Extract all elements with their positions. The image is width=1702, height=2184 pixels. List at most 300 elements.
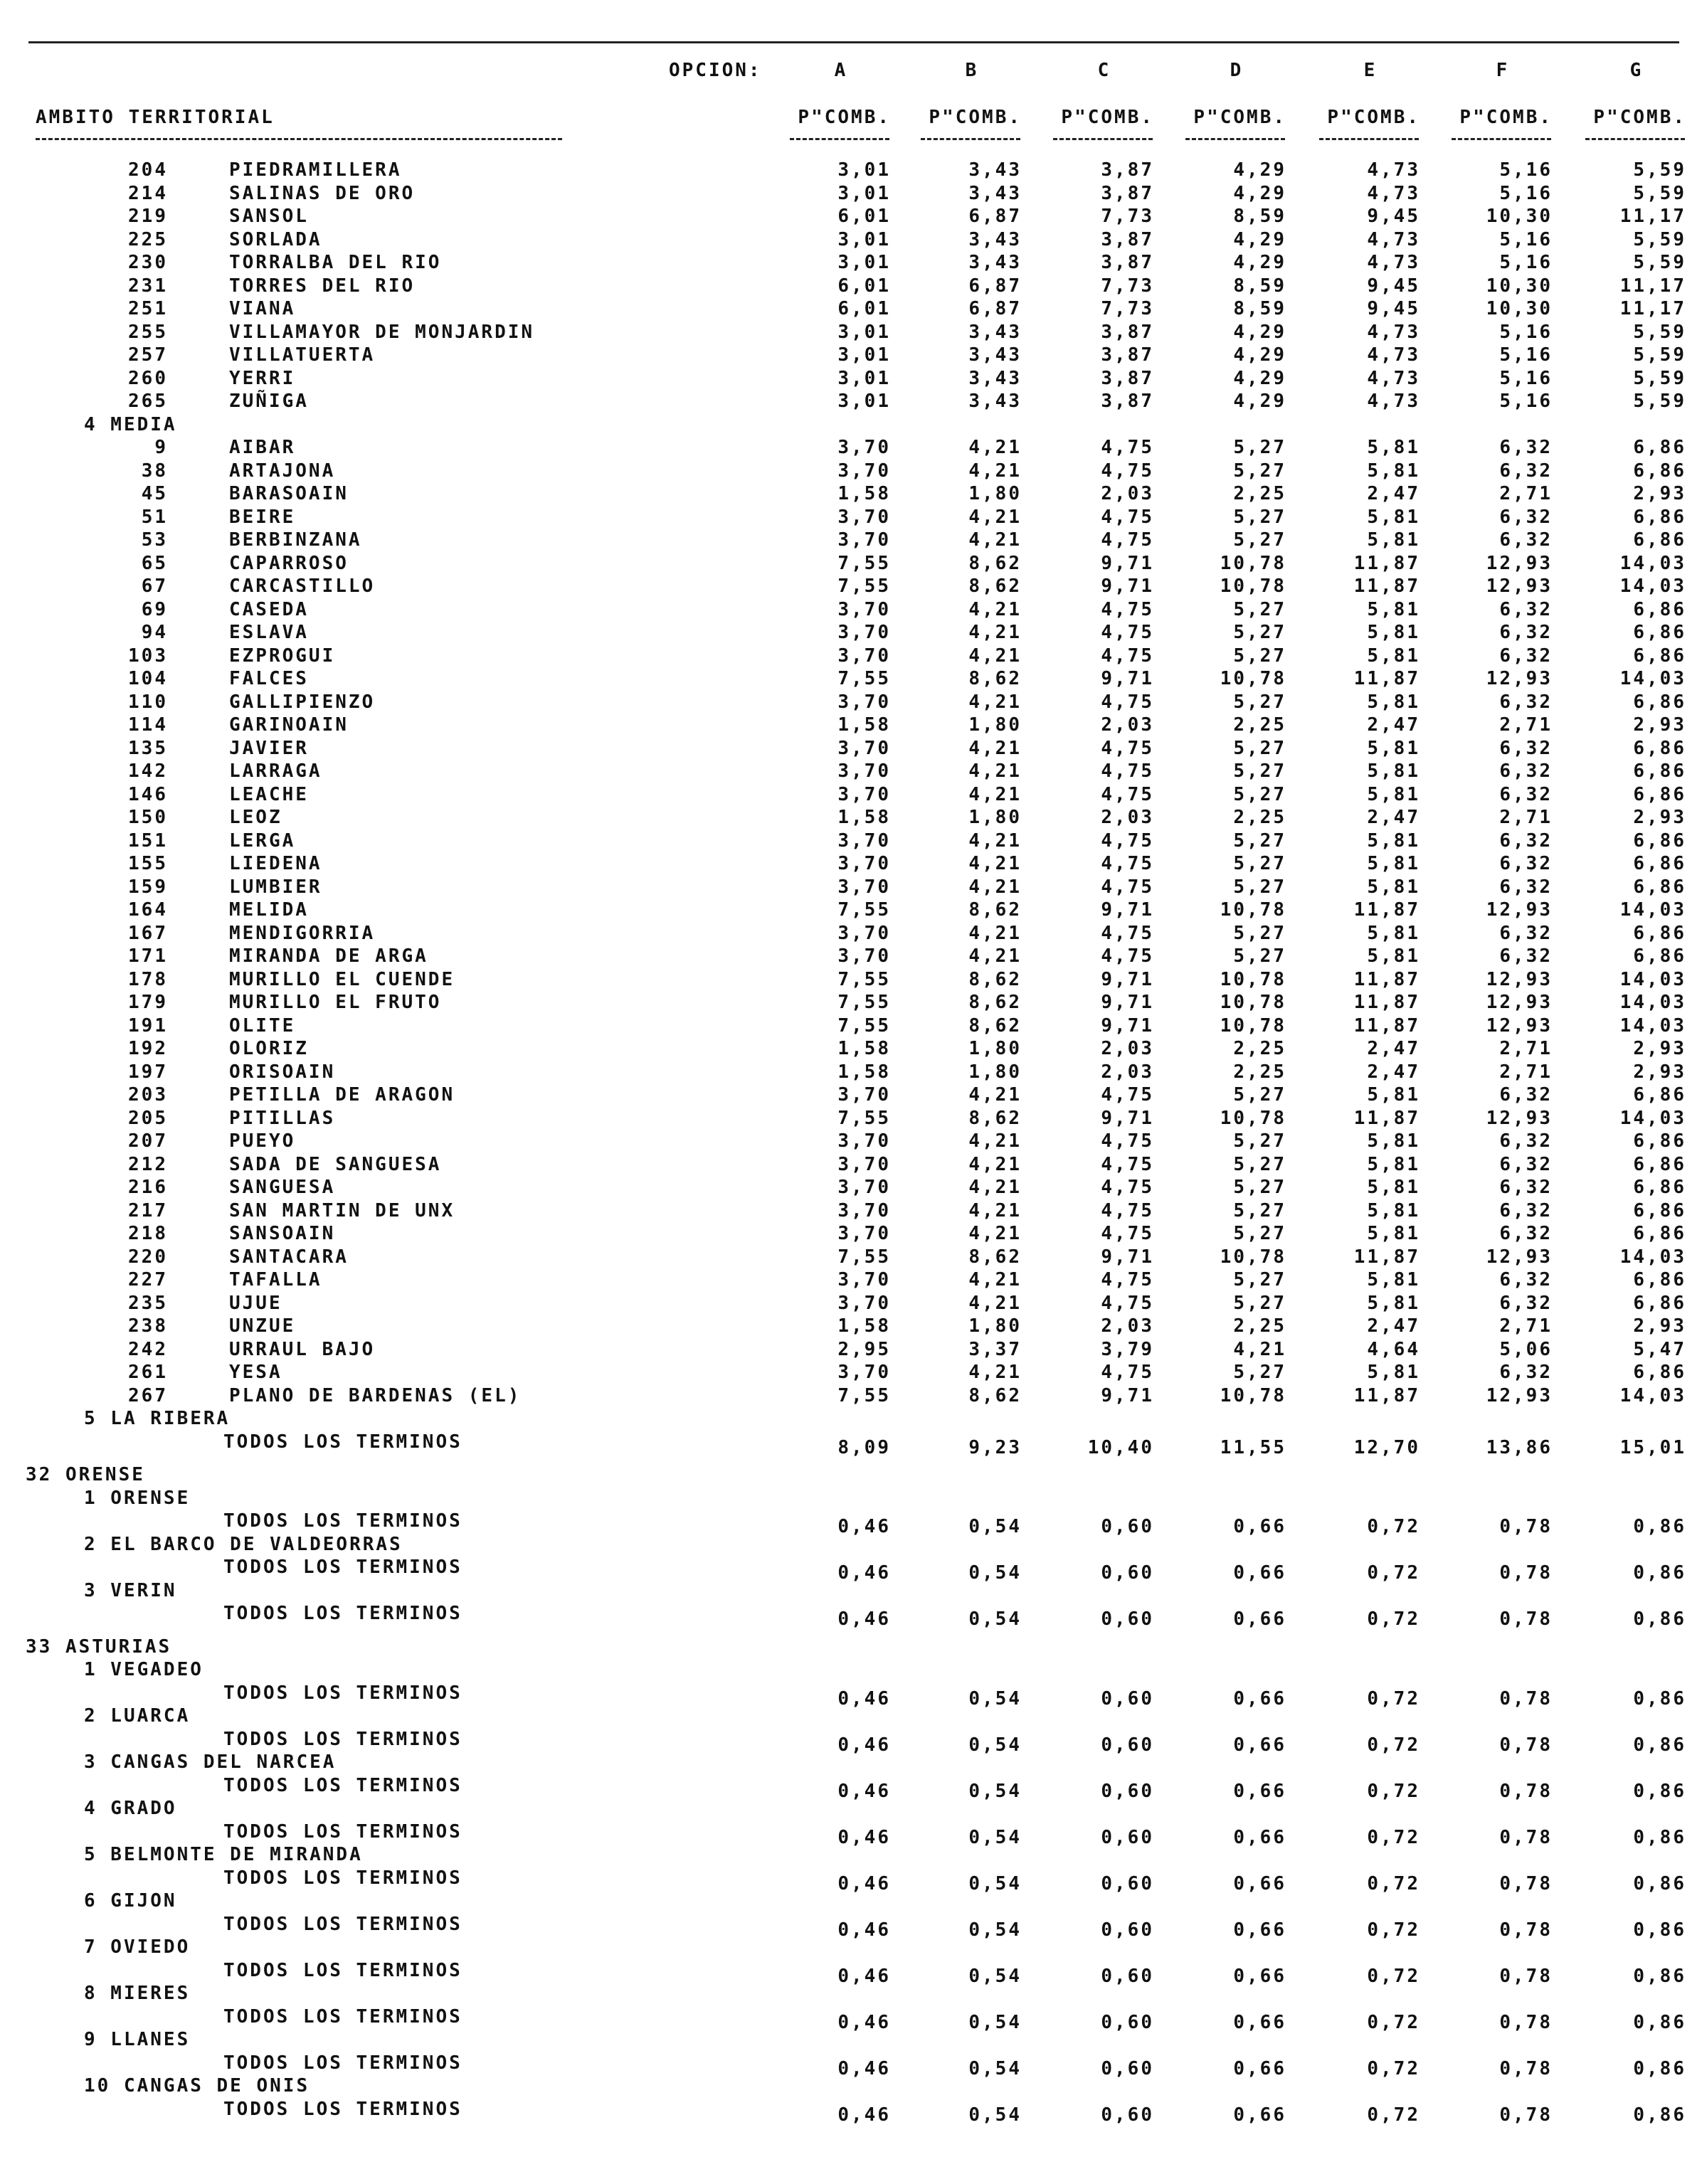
premium-value-f: 5,16 xyxy=(1499,344,1553,366)
premium-value-c: 7,73 xyxy=(1101,275,1154,297)
municipality-code: 227 xyxy=(128,1269,168,1290)
premium-value-d: 10,78 xyxy=(1220,968,1286,990)
premium-value-d: 10,78 xyxy=(1220,1014,1286,1037)
premium-value-a: 0,46 xyxy=(837,1562,891,1584)
premium-value-a: 0,46 xyxy=(837,1780,891,1802)
premium-value-b: 4,21 xyxy=(968,876,1022,898)
premium-value-b: 4,21 xyxy=(968,1153,1022,1175)
premium-value-f: 5,16 xyxy=(1499,391,1553,412)
municipality-name: PITILLAS xyxy=(229,1107,336,1129)
premium-value-b: 4,21 xyxy=(968,829,1022,852)
premium-value-a: 7,55 xyxy=(837,552,891,574)
premium-value-d: 10,78 xyxy=(1220,1246,1286,1268)
premium-value-e: 5,81 xyxy=(1367,1177,1420,1198)
premium-value-e: 5,81 xyxy=(1367,1269,1420,1290)
premium-value-d: 5,27 xyxy=(1233,506,1286,528)
municipality-code: 142 xyxy=(128,760,168,782)
premium-value-e: 11,87 xyxy=(1353,1384,1420,1406)
premium-value-c: 7,73 xyxy=(1101,206,1154,227)
premium-value-b: 8,62 xyxy=(968,992,1022,1013)
premium-value-e: 4,73 xyxy=(1367,344,1420,366)
municipality-name: SANTACARA xyxy=(229,1246,349,1268)
premium-value-g: 5,59 xyxy=(1633,321,1686,343)
municipality-name: LARRAGA xyxy=(229,760,322,782)
municipality-name: MURILLO EL CUENDE xyxy=(229,968,455,990)
premium-value-b: 3,43 xyxy=(968,159,1022,181)
premium-value-b: 4,21 xyxy=(968,645,1022,667)
all-terms-label: TODOS LOS TERMINOS xyxy=(223,1867,462,1889)
municipality-name: LEOZ xyxy=(229,807,282,828)
premium-value-f: 6,32 xyxy=(1499,1130,1553,1152)
all-terms-label: TODOS LOS TERMINOS xyxy=(223,1913,462,1935)
premium-value-d: 4,29 xyxy=(1233,321,1286,343)
premium-value-d: 0,66 xyxy=(1233,1687,1286,1709)
premium-value-f: 6,32 xyxy=(1499,598,1553,620)
premium-value-d: 4,29 xyxy=(1233,344,1286,366)
premium-value-e: 4,73 xyxy=(1367,159,1420,181)
premium-value-d: 10,78 xyxy=(1220,668,1286,689)
premium-value-a: 1,58 xyxy=(837,807,891,828)
premium-value-f: 5,16 xyxy=(1499,228,1553,250)
municipality-name: YESA xyxy=(229,1362,282,1383)
municipality-name: UJUE xyxy=(229,1292,282,1314)
premium-value-c: 10,40 xyxy=(1087,1436,1154,1458)
premium-value-c: 4,75 xyxy=(1101,1153,1154,1175)
municipality-code: 207 xyxy=(128,1130,168,1152)
premium-value-a: 0,46 xyxy=(837,1919,891,1941)
municipality-name: TORRALBA DEL RIO xyxy=(229,252,442,273)
premium-value-e: 9,45 xyxy=(1367,206,1420,227)
premium-value-b: 4,21 xyxy=(968,460,1022,482)
premium-value-e: 5,81 xyxy=(1367,829,1420,852)
premium-value-c: 4,75 xyxy=(1101,1130,1154,1152)
premium-value-g: 0,86 xyxy=(1633,2011,1686,2033)
pcomb-underline xyxy=(1053,138,1153,140)
premium-value-c: 0,60 xyxy=(1101,1516,1154,1537)
premium-value-f: 6,32 xyxy=(1499,1199,1553,1221)
premium-value-g: 6,86 xyxy=(1633,645,1686,667)
premium-value-c: 4,75 xyxy=(1101,1292,1154,1314)
premium-value-g: 5,59 xyxy=(1633,182,1686,204)
municipality-code: 179 xyxy=(128,992,168,1013)
premium-value-c: 2,03 xyxy=(1101,1315,1154,1337)
premium-value-b: 4,21 xyxy=(968,529,1022,551)
premium-value-a: 2,95 xyxy=(837,1338,891,1360)
premium-value-a: 3,70 xyxy=(837,529,891,551)
premium-value-b: 4,21 xyxy=(968,691,1022,713)
premium-value-b: 4,21 xyxy=(968,1269,1022,1290)
premium-value-f: 10,30 xyxy=(1486,298,1553,319)
premium-value-e: 9,45 xyxy=(1367,275,1420,297)
premium-value-g: 6,86 xyxy=(1633,437,1686,458)
municipality-code: 45 xyxy=(141,483,168,504)
premium-value-g: 11,17 xyxy=(1619,206,1686,227)
municipality-name: ZUÑIGA xyxy=(229,391,309,412)
municipality-name: MELIDA xyxy=(229,899,309,921)
premium-value-f: 12,93 xyxy=(1486,552,1553,574)
premium-value-d: 5,27 xyxy=(1233,760,1286,782)
premium-value-a: 3,70 xyxy=(837,622,891,643)
premium-value-f: 6,32 xyxy=(1499,1223,1553,1244)
premium-value-e: 11,87 xyxy=(1353,968,1420,990)
municipality-name: PLANO DE BARDENAS (EL) xyxy=(229,1384,522,1406)
pcomb-underline xyxy=(790,138,889,140)
premium-value-e: 11,87 xyxy=(1353,1014,1420,1037)
premium-value-g: 6,86 xyxy=(1633,1223,1686,1244)
premium-value-a: 0,46 xyxy=(837,1734,891,1756)
premium-value-c: 4,75 xyxy=(1101,1177,1154,1198)
premium-value-e: 0,72 xyxy=(1367,1516,1420,1537)
municipality-name: VILLAMAYOR DE MONJARDIN xyxy=(229,321,535,343)
premium-value-d: 0,66 xyxy=(1233,1965,1286,1987)
premium-value-b: 0,54 xyxy=(968,2104,1022,2126)
municipality-name: PUEYO xyxy=(229,1130,296,1152)
premium-value-g: 14,03 xyxy=(1619,899,1686,921)
premium-value-b: 4,21 xyxy=(968,622,1022,643)
premium-value-f: 6,32 xyxy=(1499,645,1553,667)
premium-value-b: 4,21 xyxy=(968,1292,1022,1314)
premium-value-e: 9,45 xyxy=(1367,298,1420,319)
comarca-heading: 4 MEDIA xyxy=(84,413,177,435)
premium-value-e: 4,73 xyxy=(1367,367,1420,389)
premium-value-g: 11,17 xyxy=(1619,275,1686,297)
municipality-name: YERRI xyxy=(229,367,296,389)
premium-value-b: 3,43 xyxy=(968,252,1022,273)
municipality-name: BEIRE xyxy=(229,506,296,528)
premium-value-c: 4,75 xyxy=(1101,737,1154,759)
municipality-name: URRAUL BAJO xyxy=(229,1338,376,1360)
premium-value-g: 6,86 xyxy=(1633,529,1686,551)
premium-value-d: 5,27 xyxy=(1233,945,1286,967)
premium-value-g: 14,03 xyxy=(1619,552,1686,574)
premium-value-d: 8,59 xyxy=(1233,275,1286,297)
municipality-code: 192 xyxy=(128,1038,168,1059)
premium-value-f: 0,78 xyxy=(1499,1608,1553,1630)
comarca-heading: 2 EL BARCO DE VALDEORRAS xyxy=(84,1533,403,1555)
municipality-code: 150 xyxy=(128,807,168,828)
municipality-name: VILLATUERTA xyxy=(229,344,376,366)
municipality-code: 114 xyxy=(128,714,168,736)
municipality-name: MURILLO EL FRUTO xyxy=(229,992,442,1013)
municipality-code: 146 xyxy=(128,783,168,805)
premium-value-c: 0,60 xyxy=(1101,1734,1154,1756)
premium-value-b: 8,62 xyxy=(968,668,1022,689)
premium-value-e: 5,81 xyxy=(1367,1292,1420,1314)
municipality-code: 197 xyxy=(128,1061,168,1083)
premium-value-a: 3,70 xyxy=(837,829,891,852)
premium-value-e: 4,73 xyxy=(1367,228,1420,250)
premium-value-a: 3,70 xyxy=(837,1130,891,1152)
premium-value-b: 4,21 xyxy=(968,945,1022,967)
premium-value-b: 0,54 xyxy=(968,2057,1022,2079)
premium-value-g: 5,59 xyxy=(1633,367,1686,389)
municipality-name: BERBINZANA xyxy=(229,529,362,551)
premium-value-b: 8,62 xyxy=(968,1014,1022,1037)
premium-value-b: 3,43 xyxy=(968,321,1022,343)
premium-value-d: 5,27 xyxy=(1233,737,1286,759)
premium-value-b: 1,80 xyxy=(968,483,1022,504)
premium-value-c: 0,60 xyxy=(1101,1562,1154,1584)
municipality-code: 251 xyxy=(128,298,168,319)
premium-value-d: 5,27 xyxy=(1233,1269,1286,1290)
premium-value-a: 7,55 xyxy=(837,899,891,921)
premium-value-e: 2,47 xyxy=(1367,483,1420,504)
premium-value-c: 9,71 xyxy=(1101,552,1154,574)
comarca-heading: 6 GIJON xyxy=(84,1890,177,1912)
municipality-code: 104 xyxy=(128,668,168,689)
premium-value-e: 5,81 xyxy=(1367,598,1420,620)
premium-value-a: 3,70 xyxy=(837,783,891,805)
premium-value-e: 0,72 xyxy=(1367,1780,1420,1802)
premium-value-g: 0,86 xyxy=(1633,1562,1686,1584)
premium-value-e: 5,81 xyxy=(1367,460,1420,482)
premium-value-g: 14,03 xyxy=(1619,1384,1686,1406)
premium-value-e: 5,81 xyxy=(1367,760,1420,782)
municipality-name: TAFALLA xyxy=(229,1269,322,1290)
premium-value-e: 5,81 xyxy=(1367,529,1420,551)
premium-value-c: 0,60 xyxy=(1101,2104,1154,2126)
premium-value-b: 1,80 xyxy=(968,807,1022,828)
premium-value-d: 2,25 xyxy=(1233,483,1286,504)
premium-value-a: 6,01 xyxy=(837,298,891,319)
premium-value-g: 5,47 xyxy=(1633,1338,1686,1360)
premium-value-e: 2,47 xyxy=(1367,714,1420,736)
premium-value-e: 11,87 xyxy=(1353,1246,1420,1268)
premium-value-d: 4,29 xyxy=(1233,367,1286,389)
premium-value-b: 3,37 xyxy=(968,1338,1022,1360)
ambito-territorial-label: AMBITO TERRITORIAL xyxy=(36,107,275,128)
premium-value-d: 10,78 xyxy=(1220,576,1286,597)
premium-value-f: 6,32 xyxy=(1499,460,1553,482)
premium-value-d: 5,27 xyxy=(1233,1223,1286,1244)
premium-value-g: 5,59 xyxy=(1633,159,1686,181)
premium-value-f: 2,71 xyxy=(1499,1038,1553,1059)
premium-value-f: 2,71 xyxy=(1499,1061,1553,1083)
premium-value-a: 3,70 xyxy=(837,1177,891,1198)
premium-value-d: 2,25 xyxy=(1233,714,1286,736)
premium-value-f: 0,78 xyxy=(1499,2104,1553,2126)
premium-value-f: 6,32 xyxy=(1499,760,1553,782)
municipality-name: MENDIGORRIA xyxy=(229,922,376,944)
premium-value-e: 5,81 xyxy=(1367,1153,1420,1175)
premium-value-g: 2,93 xyxy=(1633,483,1686,504)
premium-value-c: 2,03 xyxy=(1101,714,1154,736)
premium-value-a: 1,58 xyxy=(837,1315,891,1337)
premium-value-d: 0,66 xyxy=(1233,1734,1286,1756)
municipality-name: SAN MARTIN DE UNX xyxy=(229,1199,455,1221)
premium-value-f: 5,16 xyxy=(1499,321,1553,343)
premium-value-d: 10,78 xyxy=(1220,899,1286,921)
premium-value-g: 0,86 xyxy=(1633,1826,1686,1848)
premium-value-g: 6,86 xyxy=(1633,760,1686,782)
premium-value-a: 3,70 xyxy=(837,1153,891,1175)
municipality-code: 159 xyxy=(128,876,168,898)
premium-value-e: 11,87 xyxy=(1353,668,1420,689)
premium-value-g: 2,93 xyxy=(1633,1315,1686,1337)
premium-value-g: 2,93 xyxy=(1633,714,1686,736)
premium-value-d: 10,78 xyxy=(1220,1384,1286,1406)
premium-value-f: 12,93 xyxy=(1486,1384,1553,1406)
municipality-code: 212 xyxy=(128,1153,168,1175)
premium-value-a: 3,01 xyxy=(837,344,891,366)
premium-value-a: 3,70 xyxy=(837,1362,891,1383)
municipality-code: 225 xyxy=(128,228,168,250)
premium-value-b: 0,54 xyxy=(968,1826,1022,1848)
municipality-name: BARASOAIN xyxy=(229,483,349,504)
top-rule xyxy=(28,41,1679,43)
municipality-code: 51 xyxy=(141,506,168,528)
premium-value-e: 2,47 xyxy=(1367,807,1420,828)
premium-value-a: 7,55 xyxy=(837,576,891,597)
premium-value-e: 5,81 xyxy=(1367,737,1420,759)
premium-value-e: 0,72 xyxy=(1367,1562,1420,1584)
municipality-name: ESLAVA xyxy=(229,622,309,643)
municipality-name: MIRANDA DE ARGA xyxy=(229,945,428,967)
option-header-a: A xyxy=(834,60,848,81)
premium-value-c: 3,87 xyxy=(1101,159,1154,181)
municipality-code: 204 xyxy=(128,159,168,181)
all-terms-label: TODOS LOS TERMINOS xyxy=(223,1959,462,1981)
premium-value-c: 2,03 xyxy=(1101,483,1154,504)
comarca-heading: 5 LA RIBERA xyxy=(84,1408,231,1429)
premium-value-g: 0,86 xyxy=(1633,1872,1686,1894)
option-header-g: G xyxy=(1629,60,1644,81)
municipality-code: 267 xyxy=(128,1384,168,1406)
premium-value-f: 0,78 xyxy=(1499,1965,1553,1987)
premium-value-g: 5,59 xyxy=(1633,228,1686,250)
premium-value-g: 6,86 xyxy=(1633,737,1686,759)
premium-value-f: 0,78 xyxy=(1499,1826,1553,1848)
premium-value-a: 3,01 xyxy=(837,159,891,181)
premium-value-d: 5,27 xyxy=(1233,1177,1286,1198)
premium-value-d: 0,66 xyxy=(1233,1608,1286,1630)
comarca-heading: 5 BELMONTE DE MIRANDA xyxy=(84,1844,363,1865)
premium-value-b: 8,62 xyxy=(968,899,1022,921)
premium-value-g: 14,03 xyxy=(1619,1246,1686,1268)
municipality-code: 265 xyxy=(128,391,168,412)
premium-value-d: 4,29 xyxy=(1233,159,1286,181)
premium-value-e: 4,73 xyxy=(1367,252,1420,273)
premium-value-a: 0,46 xyxy=(837,2057,891,2079)
premium-value-a: 0,46 xyxy=(837,2104,891,2126)
premium-value-e: 5,81 xyxy=(1367,1223,1420,1244)
municipality-name: VIANA xyxy=(229,298,296,319)
premium-value-a: 0,46 xyxy=(837,1872,891,1894)
premium-value-g: 6,86 xyxy=(1633,783,1686,805)
municipality-name: FALCES xyxy=(229,668,309,689)
premium-value-c: 2,03 xyxy=(1101,807,1154,828)
comarca-heading: 10 CANGAS DE ONIS xyxy=(84,2075,310,2096)
premium-value-a: 3,01 xyxy=(837,321,891,343)
premium-value-g: 0,86 xyxy=(1633,1687,1686,1709)
premium-value-c: 4,75 xyxy=(1101,1362,1154,1383)
premium-value-d: 0,66 xyxy=(1233,2057,1286,2079)
premium-value-f: 6,32 xyxy=(1499,876,1553,898)
premium-value-c: 0,60 xyxy=(1101,1965,1154,1987)
municipality-code: 67 xyxy=(141,576,168,597)
municipality-name: OLITE xyxy=(229,1014,296,1037)
municipality-name: ARTAJONA xyxy=(229,460,336,482)
premium-value-c: 4,75 xyxy=(1101,876,1154,898)
premium-value-a: 3,70 xyxy=(837,1223,891,1244)
premium-value-g: 14,03 xyxy=(1619,576,1686,597)
premium-value-b: 0,54 xyxy=(968,1687,1022,1709)
premium-value-g: 6,86 xyxy=(1633,506,1686,528)
premium-value-a: 0,46 xyxy=(837,1826,891,1848)
premium-value-c: 4,75 xyxy=(1101,760,1154,782)
premium-value-e: 4,73 xyxy=(1367,321,1420,343)
premium-value-a: 3,70 xyxy=(837,460,891,482)
premium-value-g: 0,86 xyxy=(1633,1965,1686,1987)
premium-value-f: 5,16 xyxy=(1499,159,1553,181)
premium-value-a: 0,46 xyxy=(837,1516,891,1537)
premium-value-e: 0,72 xyxy=(1367,1608,1420,1630)
premium-value-e: 11,87 xyxy=(1353,899,1420,921)
premium-value-e: 11,87 xyxy=(1353,992,1420,1013)
municipality-name: CARCASTILLO xyxy=(229,576,376,597)
premium-value-e: 5,81 xyxy=(1367,645,1420,667)
premium-value-f: 6,32 xyxy=(1499,1084,1553,1106)
premium-value-c: 3,87 xyxy=(1101,182,1154,204)
premium-value-e: 0,72 xyxy=(1367,1919,1420,1941)
premium-value-c: 4,75 xyxy=(1101,598,1154,620)
municipality-name: SANSOAIN xyxy=(229,1223,336,1244)
premium-value-d: 5,27 xyxy=(1233,783,1286,805)
premium-value-b: 4,21 xyxy=(968,853,1022,874)
premium-value-e: 0,72 xyxy=(1367,1872,1420,1894)
premium-value-a: 0,46 xyxy=(837,2011,891,2033)
municipality-code: 257 xyxy=(128,344,168,366)
municipality-code: 242 xyxy=(128,1338,168,1360)
premium-value-a: 3,01 xyxy=(837,367,891,389)
premium-value-d: 11,55 xyxy=(1220,1436,1286,1458)
premium-value-c: 3,79 xyxy=(1101,1338,1154,1360)
premium-value-g: 0,86 xyxy=(1633,1919,1686,1941)
all-terms-label: TODOS LOS TERMINOS xyxy=(223,1431,462,1453)
comarca-heading: 3 VERIN xyxy=(84,1579,177,1601)
premium-value-e: 5,81 xyxy=(1367,945,1420,967)
premium-value-d: 5,27 xyxy=(1233,922,1286,944)
premium-value-d: 5,27 xyxy=(1233,1362,1286,1383)
premium-value-c: 9,71 xyxy=(1101,1384,1154,1406)
comarca-heading: 7 OVIEDO xyxy=(84,1936,191,1958)
option-header-f: F xyxy=(1496,60,1510,81)
premium-value-b: 0,54 xyxy=(968,2011,1022,2033)
premium-value-e: 2,47 xyxy=(1367,1315,1420,1337)
premium-value-f: 0,78 xyxy=(1499,2011,1553,2033)
premium-value-f: 0,78 xyxy=(1499,2057,1553,2079)
premium-value-g: 6,86 xyxy=(1633,1153,1686,1175)
municipality-code: 155 xyxy=(128,853,168,874)
premium-value-c: 4,75 xyxy=(1101,437,1154,458)
premium-value-d: 2,25 xyxy=(1233,1061,1286,1083)
municipality-code: 178 xyxy=(128,968,168,990)
premium-value-f: 10,30 xyxy=(1486,275,1553,297)
premium-value-a: 7,55 xyxy=(837,992,891,1013)
premium-value-b: 4,21 xyxy=(968,1199,1022,1221)
premium-value-c: 9,71 xyxy=(1101,576,1154,597)
premium-value-g: 6,86 xyxy=(1633,1269,1686,1290)
premium-value-c: 9,71 xyxy=(1101,668,1154,689)
premium-value-f: 5,06 xyxy=(1499,1338,1553,1360)
premium-value-c: 4,75 xyxy=(1101,506,1154,528)
municipality-name: JAVIER xyxy=(229,737,309,759)
premium-value-a: 3,70 xyxy=(837,737,891,759)
municipality-name: PIEDRAMILLERA xyxy=(229,159,402,181)
premium-value-g: 5,59 xyxy=(1633,391,1686,412)
premium-value-a: 3,70 xyxy=(837,1199,891,1221)
municipality-code: 191 xyxy=(128,1014,168,1037)
